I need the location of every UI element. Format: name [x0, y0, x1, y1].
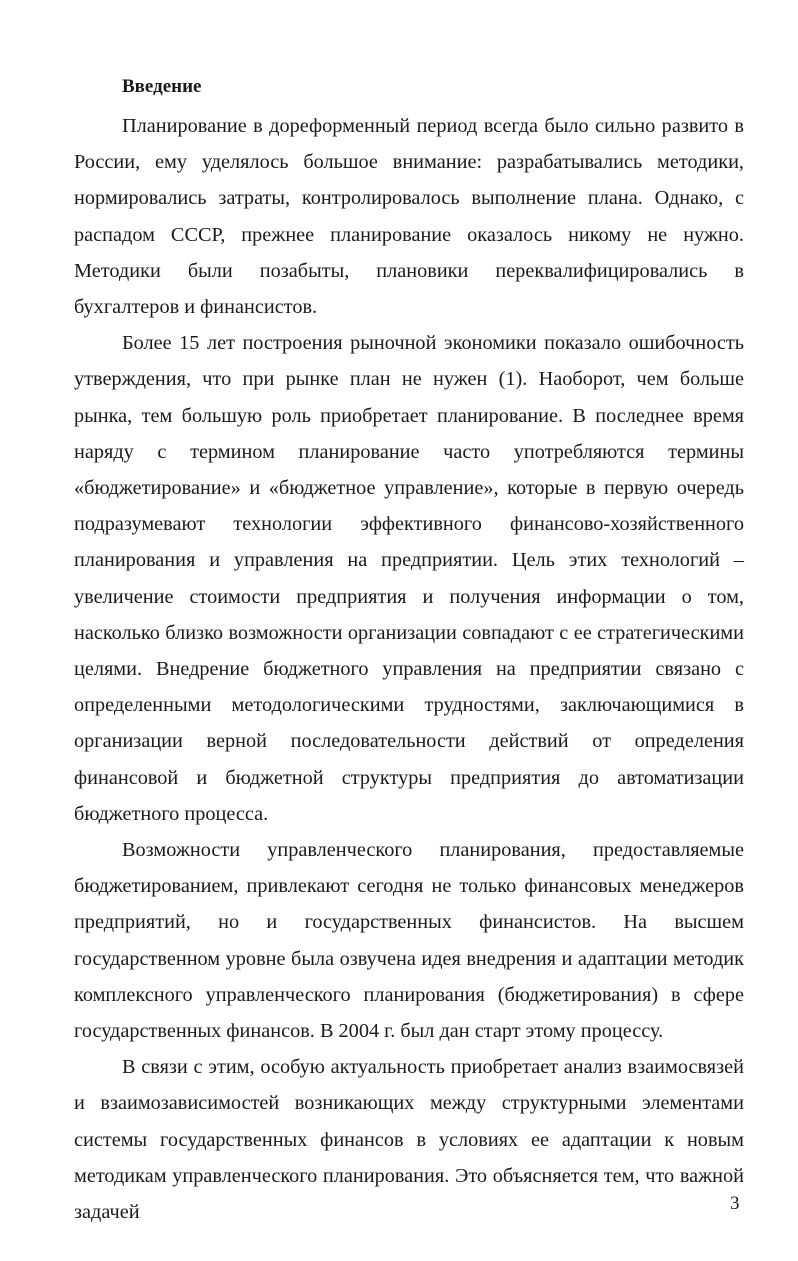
paragraph-3: Возможности управленческого планирования, предоставляемые бюджетированием, привлекают сегодня не только финансовых менеджеров предприятий, но и государственных финансистов. На высшем государственном уровне была озвучена идея внедрения и адаптации методик комплексного управленческого планирования (бюджетирования) в сфере государственных финансов. В 2004 г. был дан старт этому процессу.: [74, 839, 744, 1043]
section-heading: Введение: [122, 76, 202, 97]
page-number: 3: [730, 1193, 740, 1214]
body-text: [74, 108, 744, 1230]
paragraph-1: Планирование в дореформенный период всегда было сильно развито в России, ему уделялось большое внимание: разрабатывались методики, нормировались затраты, контролировалось выполнение плана. Однако, с распадом СССР, прежнее планирование оказалось никому не нужно. Методики были позабыты, плановики переквалифицировались в бухгалтеров и финансистов.: [74, 115, 744, 319]
paragraph-2: Более 15 лет построения рыночной экономики показало ошибочность утверждения, что при рынке план не нужен (1). Наоборот, чем больше рынка, тем большую роль приобретает планирование. В последнее время наряду с термином планирование часто употребляются термины «бюджетирование» и «бюджетное управление», которые в первую очередь подразумевают технологии эффективного финансово-хозяйственного планирования и управления на предприятии. Цель этих технологий – увеличение стоимости предприятия и получения информации о том, насколько близко возможности организации совпадают с ее стратегическими целями. Внедрение бюджетного управления на предприятии связано с определенными методологическими трудностями, заключающимися в организации верной последовательности действий от определения финансовой и бюджетной структуры предприятия до автоматизации бюджетного процесса.: [74, 332, 744, 825]
paragraph-4: В связи с этим, особую актуальность приобретает анализ взаимосвязей и взаимозависимостей возникающих между структурными элементами системы государственных финансов в условиях ее адаптации к новым методикам управленческого планирования. Это объясняется тем, что важной задачей: [74, 1056, 744, 1224]
